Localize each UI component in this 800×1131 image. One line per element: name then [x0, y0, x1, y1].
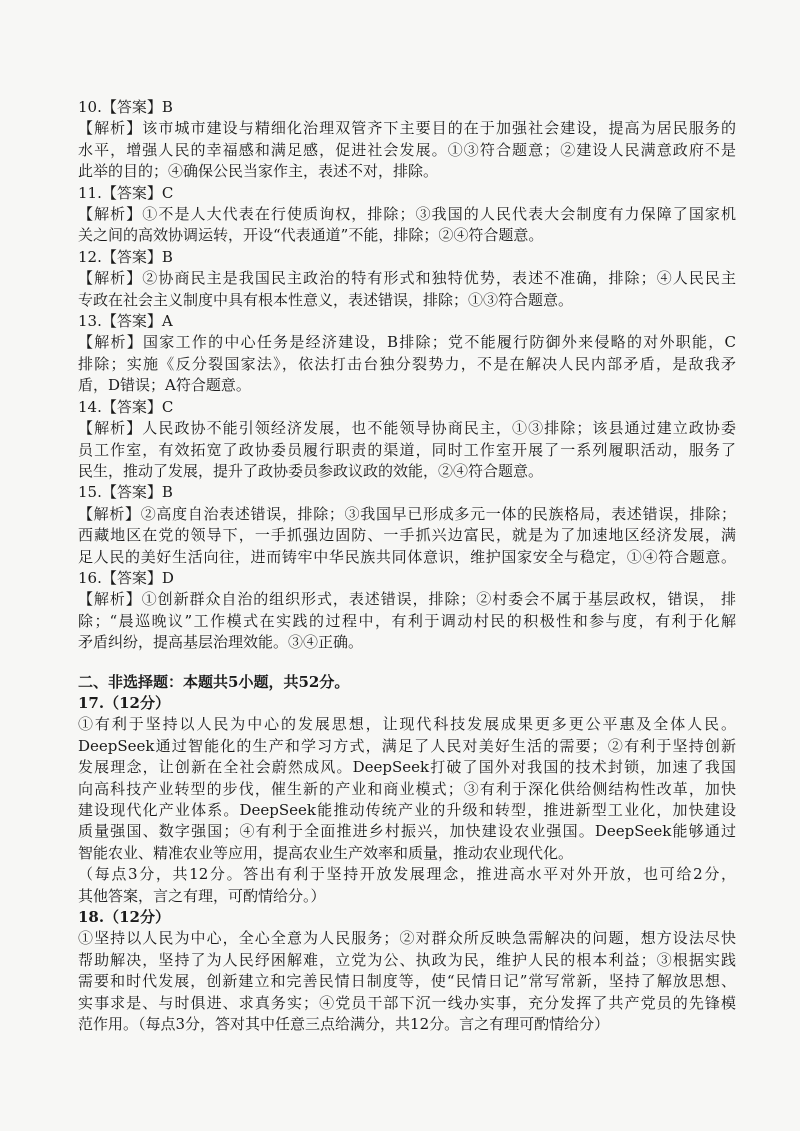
text-line: 【解析】该市城市建设与精细化治理双管齐下主要目的在于加强社会建设，提高为居民服务的 — [78, 119, 736, 138]
text-line: ①有利于坚持以人民为中心的发展思想，让现代科技发展成果更多更公平惠及全体人民。 — [78, 715, 736, 734]
text-line: 17.（12分） — [78, 693, 170, 712]
text-line: 【解析】①不是人大代表在行使质询权，排除；③我国的人民代表大会制度有力保障了国家机 — [78, 205, 736, 224]
text-line: 范作用。（每点3分，答对其中任意三点给满分，共12分。言之有理可酌情给分） — [78, 1015, 610, 1034]
text-line: 10.【答案】B — [78, 98, 173, 116]
text-line: 员工作室，有效拓宽了政协委员履行职责的渠道，同时工作室开展了一系列履职活动，服务了 — [78, 440, 736, 459]
text-line: 11.【答案】C — [78, 183, 174, 202]
text-line: 帮助解决，坚持了为人民纾困解难，立党为公、执政为民，维护人民的根本利益；③根据实践 — [78, 950, 736, 969]
text-line: 实事求是、与时俱进、求真务实；④党员干部下沉一线办实事，充分发挥了共产党员的先锋模 — [78, 993, 736, 1012]
text-line: 专政在社会主义制度中具有根本性意义，表述错误，排除；①③符合题意。 — [78, 290, 574, 309]
text-line: 除；“晨巡晚议”工作模式在实践的过程中，有利于调动村民的积极性和参与度，有利于化解 — [78, 611, 736, 630]
text-line: 盾，D错误；A符合题意。 — [78, 376, 251, 395]
section-gap — [78, 654, 744, 672]
text-line: 西藏地区在党的领导下，一手抓强边固防、一手抓兴边富民，就是为了加速地区经济发展，满 — [78, 526, 736, 545]
text-line: 民生，推动了发展，提升了政协委员参政议政的效能，②④符合题意。 — [78, 461, 544, 480]
text-line: 【解析】②高度自治表述错误，排除；③我国早已形成多元一体的民族格局，表述错误，排除； — [78, 504, 736, 523]
text-line: 向高科技产业转型的步伐，催生新的产业和商业模式；③有利于深化供给侧结构性改革，加快 — [78, 779, 736, 798]
multiple-choice-answers — [78, 97, 744, 654]
non-choice-answers — [78, 672, 744, 1036]
text-line: 此举的目的；④确保公民当家作主，表述不对，排除。 — [78, 162, 439, 181]
text-line: 排除；实施《反分裂国家法》，依法打击台独分裂势力，不是在解决人民内部矛盾，是敌我矛 — [78, 354, 736, 373]
text-line: 其他答案，言之有理，可酌情给分。） — [78, 886, 326, 905]
text-line: ①坚持以人民为中心，全心全意为人民服务；②对群众所反映急需解决的问题，想方设法尽快 — [78, 929, 736, 948]
text-line: 18.（12分） — [78, 908, 170, 927]
text-line: （每点3分，共12分。答出有利于坚持开放发展理念，推进高水平对外开放，也可给2分， — [78, 865, 736, 884]
text-line: 二、非选择题：本题共5小题，共52分。 — [78, 672, 350, 691]
text-line: 水平，增强人民的幸福感和满足感，促进社会发展。①③符合题意；②建设人民满意政府不是 — [78, 140, 736, 159]
text-line: 建设现代化产业体系。DeepSeek能推动传统产业的升级和转型，推进新型工业化，加快建设 — [78, 801, 736, 819]
text-line: 关之间的高效协调运转，开设“代表通道”不能，排除；②④符合题意。 — [78, 226, 544, 245]
text-line: 【解析】②协商民主是我国民主政治的特有形式和独特优势，表述不准确，排除；④人民民主 — [78, 269, 736, 288]
text-line: 15.【答案】B — [78, 483, 173, 502]
text-line: 14.【答案】C — [78, 397, 174, 416]
text-line: 【解析】国家工作的中心任务是经济建设，B排除；党不能履行防御外来侵略的对外职能，C — [78, 333, 736, 352]
text-line: 足人民的美好生活向往，进而铸牢中华民族共同体意识，维护国家安全与稳定，①④符合题意。 — [78, 547, 736, 566]
text-line: 智能农业、精准农业等应用，提高农业生产效率和质量，推动农业现代化。 — [78, 843, 574, 862]
text-line: 需要和时代发展，创新建立和完善民情日制度等，使“民情日记”常写常新，坚持了解放思想、 — [78, 972, 736, 991]
text-line: 质量强国、数字强国；④有利于全面推进乡村振兴，加快建设农业强国。DeepSeek能够通过 — [78, 822, 736, 841]
text-line: 发展理念，让创新在全社会蔚然成风。DeepSeek打破了国外对我国的技术封锁，加速了我国 — [78, 758, 736, 777]
text-line: 矛盾纠纷，提高基层治理效能。③④正确。 — [78, 633, 364, 652]
text-line: 12.【答案】B — [78, 247, 173, 266]
text-line: 13.【答案】A — [78, 312, 173, 331]
text-line: DeepSeek通过智能化的生产和学习方式，满足了人民对美好生活的需要；②有利于坚持创新 — [78, 736, 736, 755]
text-line: 16.【答案】D — [78, 568, 174, 587]
text-line: 【解析】人民政协不能引领经济发展，也不能领导协商民主，①③排除；该县通过建立政协委 — [78, 419, 736, 438]
text-line: 【解析】①创新群众自治的组织形式，表述错误，排除；②村委会不属于基层政权，错误， 排 — [78, 590, 736, 609]
